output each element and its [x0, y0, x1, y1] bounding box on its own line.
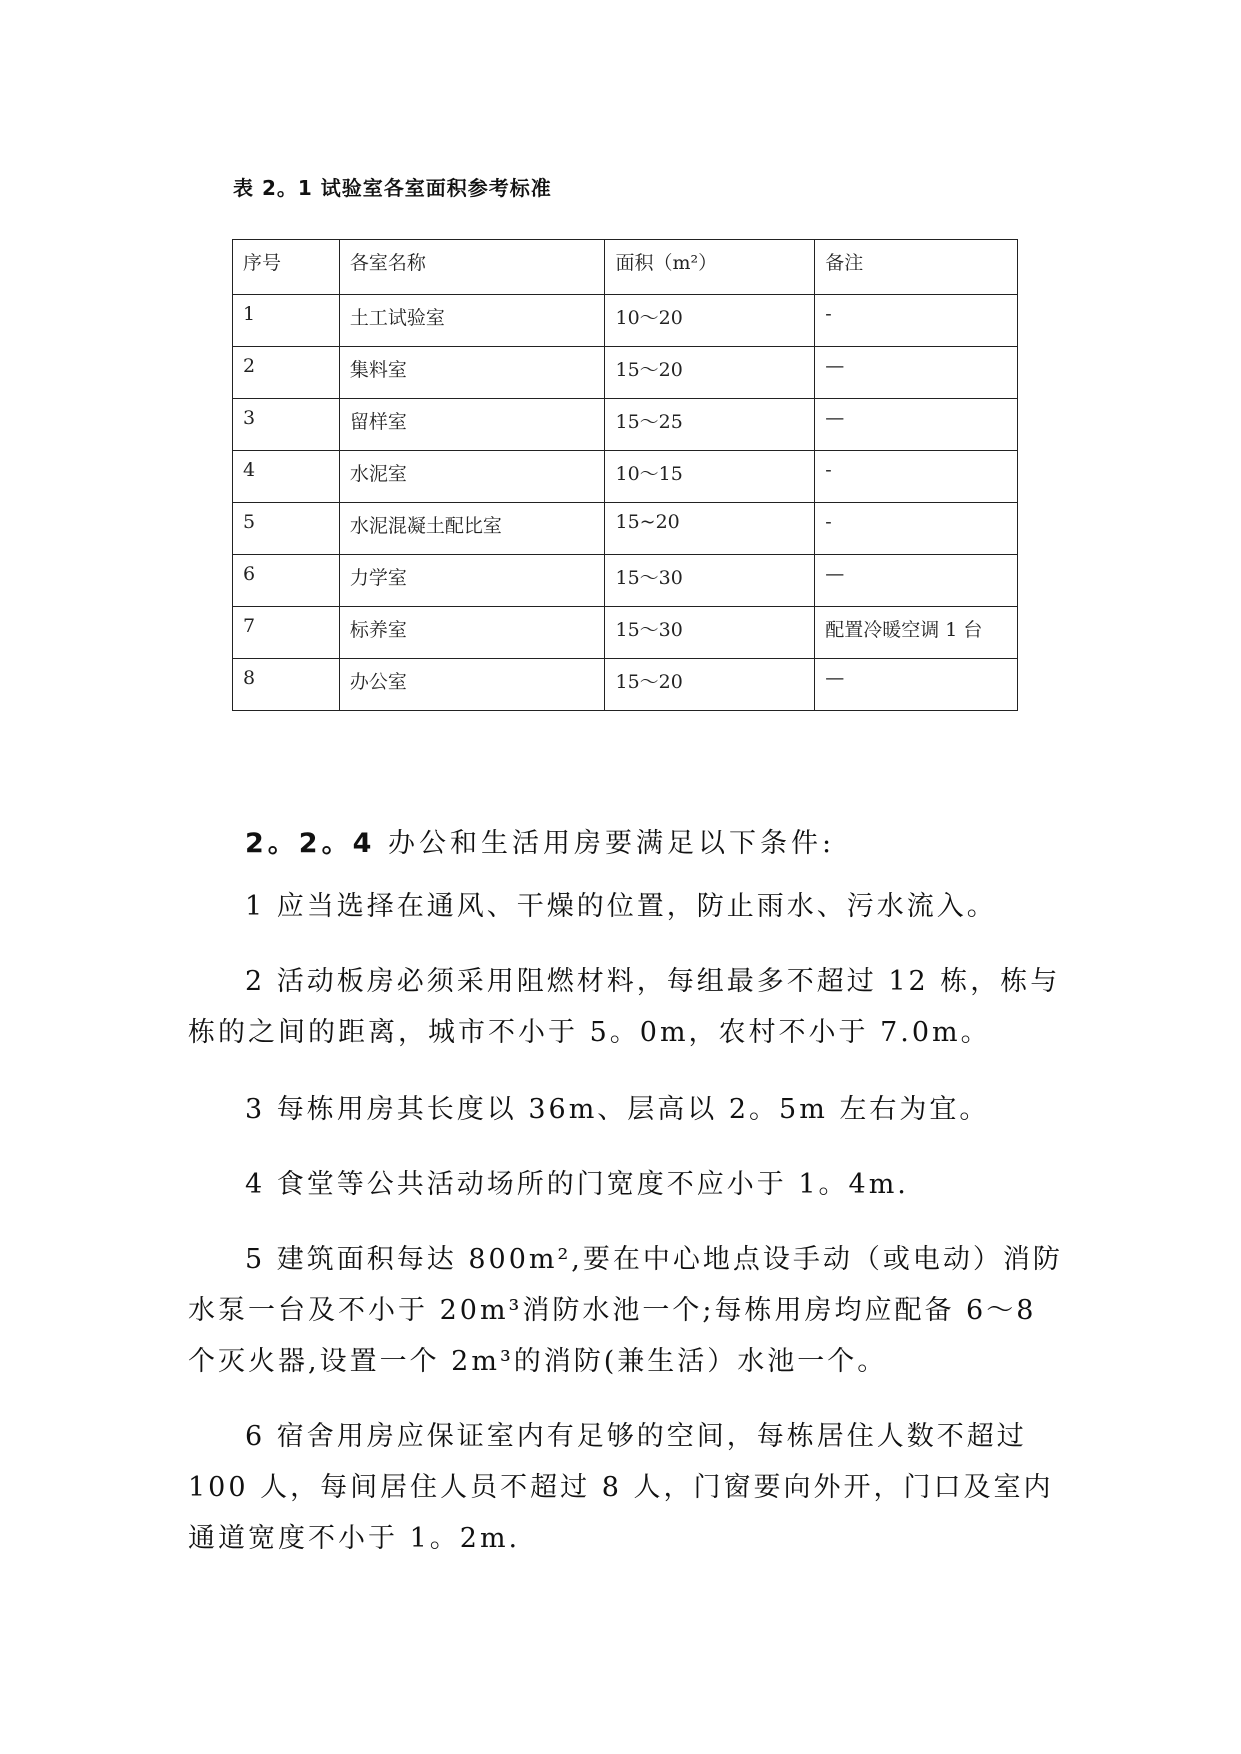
cell-remarks: —	[815, 555, 1018, 607]
cell-index: 1	[233, 295, 340, 347]
cell-area: 15～20	[605, 347, 815, 399]
cell-remarks: 配置冷暖空调 1 台	[815, 607, 1018, 659]
cell-index: 3	[233, 399, 340, 451]
table-row	[233, 607, 1018, 659]
cell-index: 6	[233, 555, 340, 607]
cell-room-name: 标养室	[339, 607, 605, 659]
cell-remarks: —	[815, 347, 1018, 399]
paragraph-3: 3 每栋用房其长度以 36m、层高以 2。5m 左右为宜。	[245, 1094, 990, 1125]
table-row	[233, 347, 1018, 399]
table-row	[233, 659, 1018, 711]
table-row	[233, 295, 1018, 347]
area-standard-table	[232, 239, 1018, 711]
cell-room-name: 力学室	[339, 555, 605, 607]
header-index: 序号	[233, 240, 340, 295]
table-row	[233, 555, 1018, 607]
cell-remarks: —	[815, 399, 1018, 451]
header-room-name: 各室名称	[339, 240, 605, 295]
cell-index: 7	[233, 607, 340, 659]
cell-remarks: -	[815, 503, 1018, 555]
paragraph-2: 2 活动板房必须采用阻燃材料，每组最多不超过 12 栋，栋与栋的之间的距离，城市不小于 5。0m，农村不小于 7.0m。	[188, 966, 1061, 1048]
cell-remarks: —	[815, 659, 1018, 711]
table-caption: 表 2。1 试验室各室面积参考标准	[233, 176, 552, 200]
cell-area: 15～20	[605, 659, 815, 711]
cell-index: 4	[233, 451, 340, 503]
paragraph-4: 4 食堂等公共活动场所的门宽度不应小于 1。4m.	[245, 1169, 909, 1200]
paragraph-5: 5 建筑面积每达 800m²,要在中心地点设手动（或电动）消防水泵一台及不小于 20m³消防水池一个;每栋用房均应配备 6～8 个灭火器,设置一个 2m³的消防(兼生活）水池一个。	[188, 1244, 1063, 1377]
table-row	[233, 451, 1018, 503]
cell-index: 2	[233, 347, 340, 399]
cell-room-name: 集料室	[339, 347, 605, 399]
cell-area: 15~20	[605, 503, 815, 555]
cell-room-name: 水泥混凝土配比室	[339, 503, 605, 555]
paragraph-1: 1 应当选择在通风、干燥的位置，防止雨水、污水流入。	[245, 891, 997, 922]
header-area: 面积（m²）	[605, 240, 815, 295]
section-number: 2。2。4	[245, 828, 376, 859]
table-row	[233, 503, 1018, 555]
cell-remarks: -	[815, 295, 1018, 347]
table-row	[233, 399, 1018, 451]
cell-room-name: 办公室	[339, 659, 605, 711]
header-remarks: 备注	[815, 240, 1018, 295]
cell-area: 15～30	[605, 555, 815, 607]
cell-area: 15～30	[605, 607, 815, 659]
cell-area: 10～20	[605, 295, 815, 347]
cell-area: 15～25	[605, 399, 815, 451]
cell-area: 10～15	[605, 451, 815, 503]
section-heading	[245, 821, 835, 860]
paragraph-6: 6 宿舍用房应保证室内有足够的空间，每栋居住人数不超过 100 人，每间居住人员不超过 8 人，门窗要向外开，门口及室内通道宽度不小于 1。2m.	[188, 1421, 1054, 1554]
cell-index: 5	[233, 503, 340, 555]
cell-index: 8	[233, 659, 340, 711]
cell-room-name: 留样室	[339, 399, 605, 451]
cell-room-name: 土工试验室	[339, 295, 605, 347]
cell-room-name: 水泥室	[339, 451, 605, 503]
cell-remarks: -	[815, 451, 1018, 503]
table-header-row	[233, 240, 1018, 295]
section-title: 办公和生活用房要满足以下条件:	[387, 828, 836, 859]
